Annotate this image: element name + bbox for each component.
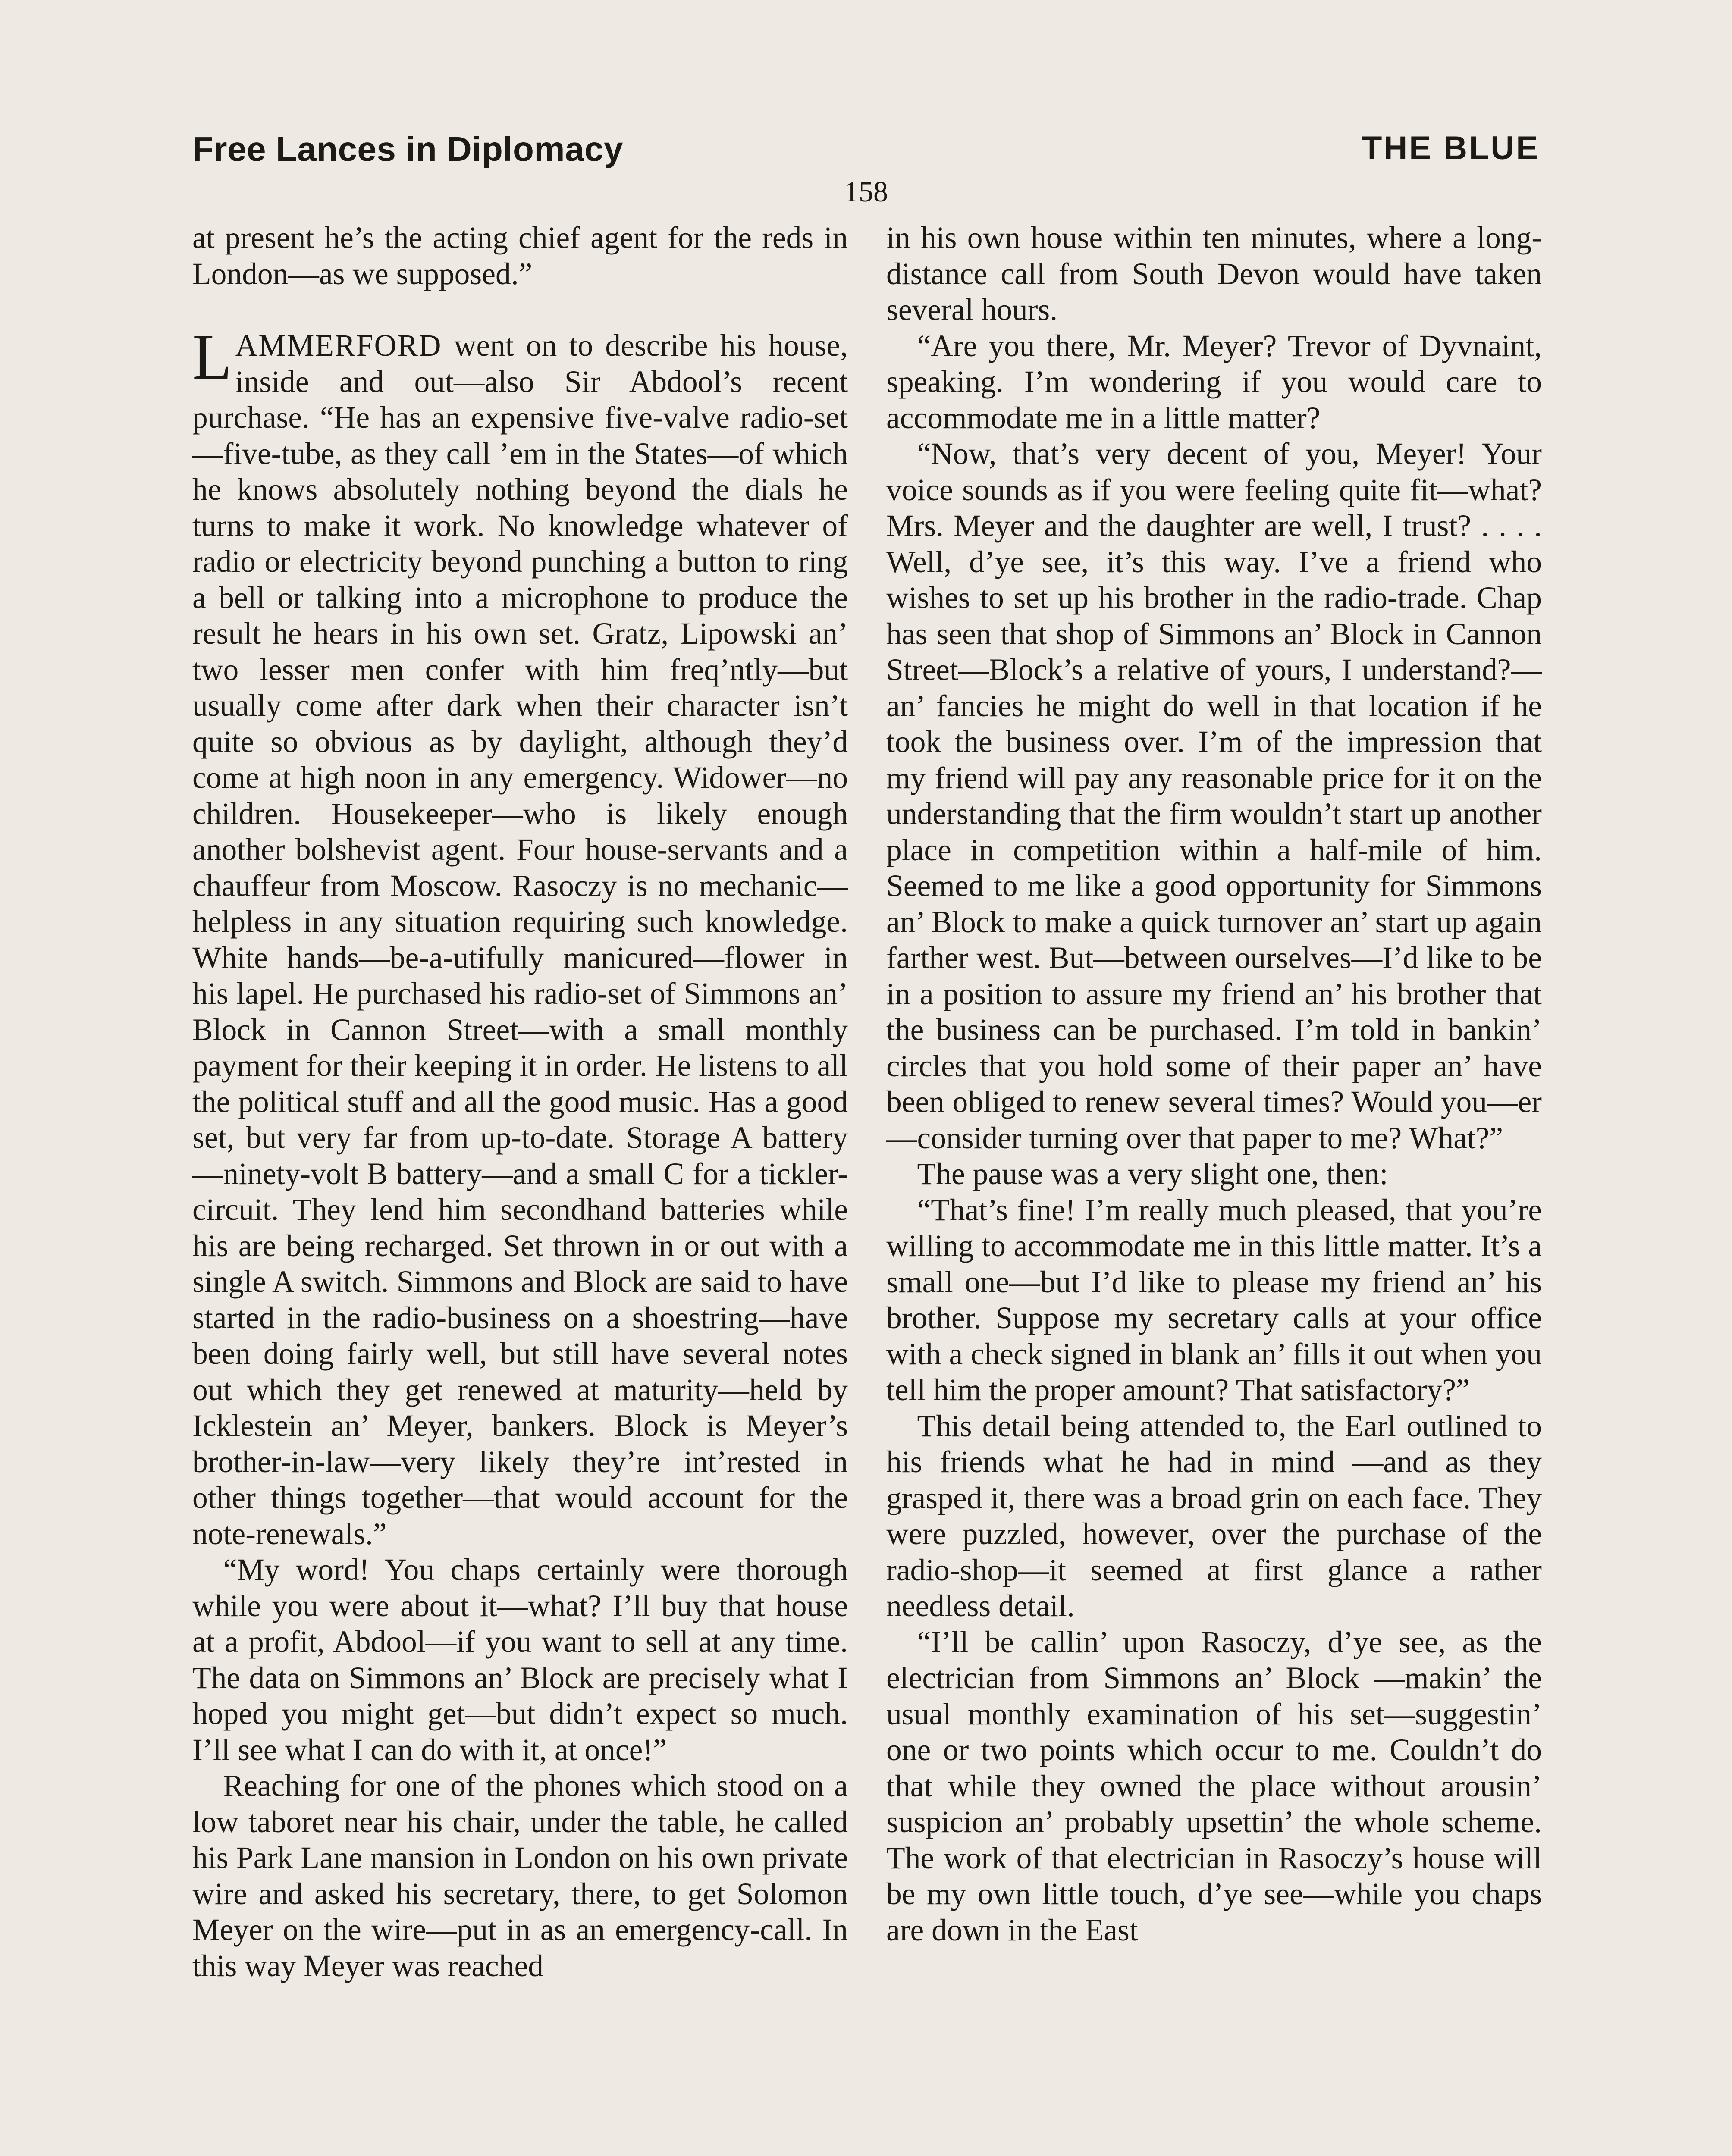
- paragraph: “I’ll be callin’ upon Rasoczy, d’ye see, as the electrician from Simmons an’ Block —makin’ the usual monthly examination of his set—suggestin’ one or two points which occur to me. Couldn’t do that while they owned the place without arousin’ suspicion an’ probably upsettin’ the whole scheme. The work of that electrician in Rasoczy’s house will be my own little touch, d’ye see—while you chaps are down in the East: [886, 1625, 1542, 1947]
- paragraph: The pause was a very slight one, then:: [917, 1157, 1388, 1191]
- running-head-magazine: THE BLUE: [1362, 130, 1540, 166]
- paragraph: “My word! You chaps certainly were thorough while you were about it—what? I’ll buy that house at a profit, Abdool—if you want to sell at any time. The data on Simmons an’ Block are precisely what I hoped you might get—but didn’t expect so much. I’ll see what I can do with it, at once!”: [192, 1553, 848, 1767]
- page-number: 158: [844, 175, 888, 208]
- paragraph-dropcap: [192, 321, 848, 1552]
- paragraph: “That’s fine! I’m really much pleased, that you’re willing to accommodate me in this little matter. It’s a small one—but I’d like to please my friend an’ his brother. Suppose my secretary calls at your office with a check signed in blank an’ fills it out when you tell him the proper amount? That satisfactory?”: [886, 1193, 1542, 1407]
- running-head-title: Free Lances in Diplomacy: [192, 130, 624, 168]
- paragraph: in his own house within ten minutes, where a long-distance call from South Devon would have taken several hours.: [886, 221, 1542, 327]
- paragraph-text: went on to describe his house, inside and out—also Sir Abdool’s recent purchase. “He has an expensive five-valve radio-set—five-tube, as they call ’em in the States—of which he knows absolutely nothing beyond the dials he turns to make it work. No knowledge whatever of radio or electricity beyond punching a button to ring a bell or talking into a microphone to produce the result he hears in his own set. Gratz, Lipowski an’ two lesser men confer with him freq’ntly—but usually come after dark when their character isn’t quite so obvious as by daylight, although they’d come at high noon in any emergency. Widower—no children. Housekeeper—who is likely enough another bolshevist agent. Four house-servants and a chauffeur from Moscow. Rasoczy is no mechanic—helpless in any situation requiring such knowledge. White hands—be-a-utifully manicured—flower in his lapel. He purchased his radio-set of Simmons an’ Block in Cannon Street—with a small monthly payment for their keeping it in order. He listens to all the political stuff and all the good music. Has a good set, but very far from up-to-date. Storage A battery—ninety-volt B battery—and a small C for a tickler-circuit. They lend him secondhand batteries while his are being recharged. Set thrown in or out with a single A switch. Simmons and Block are said to have started in the radio-business on a shoestring—have been doing fairly well, but still have several notes out which they get renewed at maturity—held by Icklestein an’ Meyer, bankers. Block is Meyer’s brother-in-law—very likely they’re int’rested in other things together—that would account for the note-renewals.”: [192, 329, 848, 1551]
- paragraph: “Now, that’s very decent of you, Meyer! Your voice sounds as if you were feeling quite fit—what? Mrs. Meyer and the daughter are well, I trust? . . . . Well, d’ye see, it’s this way. I’ve a friend who wishes to set up his brother in the radio-trade. Chap has seen that shop of Simmons an’ Block in Cannon Street—Block’s a relative of yours, I understand?—an’ fancies he might do well in that location if he took the business over. I’m of the impression that my friend will pay any reasonable price for it on the understanding that the firm wouldn’t start up another place in competition within a half-mile of him. Seemed to me like a good opportunity for Simmons an’ Block to make a quick turnover an’ start up again farther west. But—between ourselves—I’d like to be in a position to assure my friend an’ his brother that the business can be purchased. I’m told in bankin’ circles that you hold some of their paper an’ have been obliged to renew several times? Would you—er—consider turning over that paper to me? What?”: [886, 437, 1542, 1155]
- paragraph: “Are you there, Mr. Meyer? Trevor of Dyvnaint, speaking. I’m wondering if you would care to accommodate me in a little matter?: [886, 329, 1542, 435]
- drop-cap: L: [192, 321, 232, 393]
- small-caps-word: AMMERFORD: [235, 329, 442, 363]
- paragraph: Reaching for one of the phones which stood on a low taboret near his chair, under the table, he called his Park Lane mansion in London on his own private wire and asked his secretary, there, to get Solomon Meyer on the wire—put in as an emergency-call. In this way Meyer was reached: [192, 1769, 848, 1983]
- right-column: [886, 220, 1542, 1948]
- paragraph: at present he’s the acting chief agent for the reds in London—as we supposed.”: [192, 221, 848, 291]
- left-column: [192, 220, 848, 1984]
- paragraph: This detail being attended to, the Earl outlined to his friends what he had in mind —and as they grasped it, there was a broad grin on each face. They were puzzled, however, over the purchase of the radio-shop—it seemed at first glance a rather needless detail.: [886, 1409, 1542, 1623]
